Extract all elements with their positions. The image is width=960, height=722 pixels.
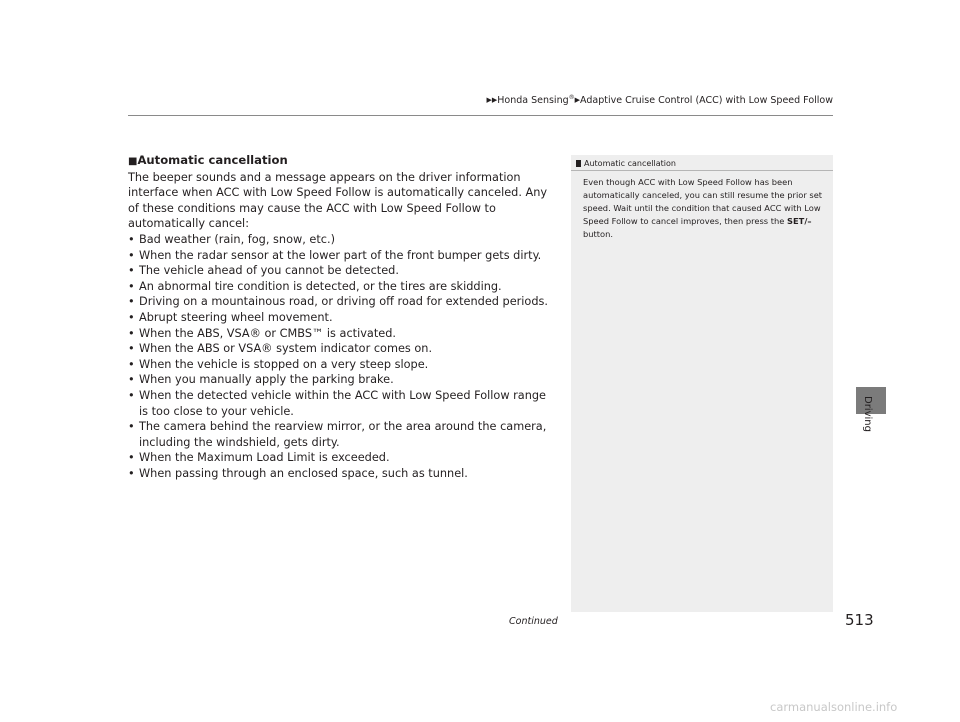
list-item: • Abrupt steering wheel movement. — [128, 310, 556, 326]
sidebar-body — [583, 176, 827, 241]
header-divider — [128, 115, 833, 116]
triangle-right-icon: ▶▶ — [486, 96, 498, 105]
reference-marker-icon — [576, 160, 581, 167]
list-item: • The vehicle ahead of you cannot be detected. — [128, 263, 556, 279]
set-button-name: SET/– — [787, 216, 812, 226]
page-number: 513 — [845, 611, 874, 629]
main-content — [128, 153, 556, 481]
list-item: • When the ABS, VSA® or CMBS™ is activated. — [128, 326, 556, 342]
registered-mark: ® — [568, 94, 575, 101]
sidebar-text: Even though ACC with Low Speed Follow has been automatically canceled, you can still resume the prior set speed. Wait until the condition that caused ACC with Low Speed Follow to cancel improves, then press the — [583, 177, 823, 226]
continued-label: Continued — [509, 616, 558, 627]
sidebar-note — [571, 155, 833, 612]
sidebar-heading — [576, 159, 676, 168]
list-item: • When the vehicle is stopped on a very steep slope. — [128, 357, 556, 373]
list-item: • When the Maximum Load Limit is exceeded. — [128, 450, 556, 466]
sidebar-divider — [571, 170, 833, 171]
list-item: • The camera behind the rearview mirror, or the area around the camera, including the windshield, gets dirty. — [128, 419, 556, 450]
conditions-list — [128, 232, 556, 482]
triangle-right-icon: ▶ — [574, 96, 581, 105]
list-item: • An abnormal tire condition is detected, or the tires are skidding. — [128, 279, 556, 295]
intro-paragraph: The beeper sounds and a message appears on the driver information interface when ACC with Low Speed Follow is automatically canceled. Any of these conditions may cause the ACC with Low Speed Follow to automatically cancel: — [128, 170, 548, 231]
section-title — [128, 153, 556, 170]
watermark: carmanualsonline.info — [770, 700, 898, 714]
section-title-text: Automatic cancellation — [137, 153, 288, 167]
list-item: • When you manually apply the parking brake. — [128, 372, 556, 388]
list-item: • When the ABS or VSA® system indicator comes on. — [128, 341, 556, 357]
section-tab-label: Driving — [862, 396, 873, 432]
sidebar-heading-text: Automatic cancellation — [584, 159, 676, 168]
list-item: • Driving on a mountainous road, or driving off road for extended periods. — [128, 294, 556, 310]
list-item: • When passing through an enclosed space, such as tunnel. — [128, 466, 556, 482]
square-bullet-icon: ■ — [128, 156, 138, 167]
breadcrumb-honda-sensing: Honda Sensing — [497, 95, 569, 107]
breadcrumb — [486, 94, 833, 106]
list-item: • When the detected vehicle within the ACC with Low Speed Follow range is too close to your vehicle. — [128, 388, 556, 419]
breadcrumb-acc: Adaptive Cruise Control (ACC) with Low Speed Follow — [580, 95, 833, 107]
list-item: • When the radar sensor at the lower part of the front bumper gets dirty. — [128, 248, 556, 264]
sidebar-text-end: button. — [583, 229, 614, 239]
list-item: • Bad weather (rain, fog, snow, etc.) — [128, 232, 556, 248]
